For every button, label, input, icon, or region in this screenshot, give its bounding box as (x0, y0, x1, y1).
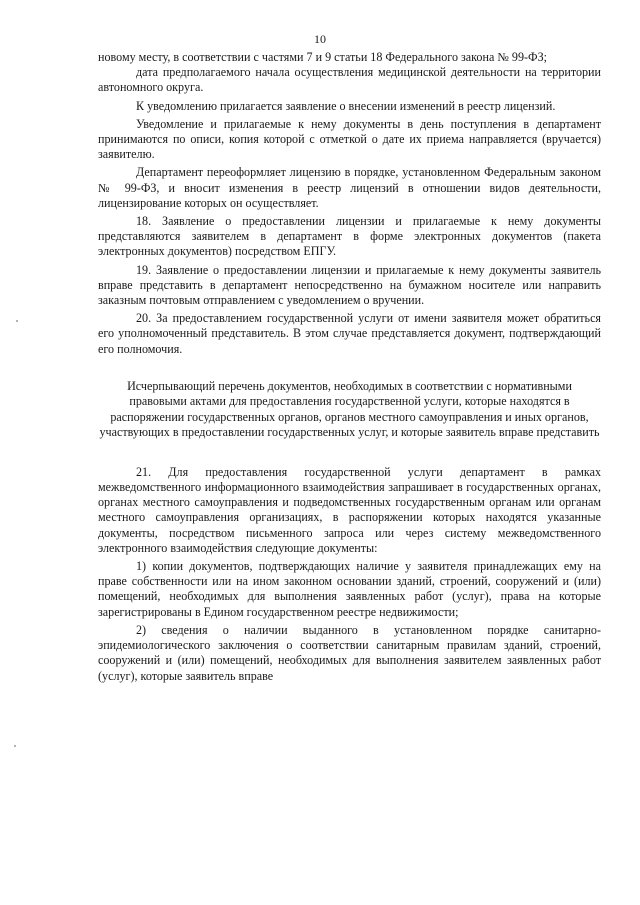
paragraph: 21. Для предоставления государственной услуги департамент в рамках межведомственного информационного взаимодействия запрашивает в государственных органах, органах местного самоуправления и подведомственных государственным органам или органам местного самоуправления организациях, в распоряжении которых находятся указанные документы, посредством письменного запроса или через систему межведомственного электронного взаимодействия следующие документы: (98, 464, 601, 555)
paragraph: новому месту, в соответствии с частями 7 и 9 статьи 18 Федерального закона № 99-ФЗ; (98, 50, 548, 64)
page-number: 10 (314, 32, 326, 46)
paragraph: Департамент переоформляет лицензию в порядке, установленном Федеральным законом № 99-ФЗ, и вносит изменения в реестр лицензий в отношении видов деятельности, лицензирование которых он осуществляет. (98, 165, 601, 210)
paragraph: К уведомлению прилагается заявление о внесении изменений в реестр лицензий. (136, 98, 556, 113)
paragraph: Уведомление и прилагаемые к нему документы в день поступления в департамент принимаются по описи, копия которой с отметкой о дате их приема направляется (вручается) заявителю. (98, 116, 601, 162)
list-item: 2) сведения о наличии выданного в установленном порядке санитарно-эпидемиологического заключения о соответствии санитарным правилам зданий, строений, сооружений и (или) помещений, необходимых для выполнения заявителем заявленных работ (услуг), которые заявитель вправе (98, 622, 601, 683)
section-heading: Исчерпывающий перечень документов, необходимых в соответствии с нормативными правовыми актами для предоставления государственной услуги, которые находятся в распоряжении государственных органов, органов местного самоуправления и иных органов, участвующих в предоставлении государственных услуг, и которые заявитель вправе представить (99, 378, 600, 440)
paragraph: 18. Заявление о предоставлении лицензии и прилагаемые к нему документы представляются заявителем в департамент в форме электронных документов (пакета электронных документов) посредством ЕПГУ. (98, 214, 601, 259)
paragraph: дата предполагаемого начала осуществления медицинской деятельности на территории автономного округа. (98, 65, 601, 95)
document-body (98, 50, 601, 684)
scan-artifact (14, 745, 16, 747)
paragraph: 19. Заявление о предоставлении лицензии и прилагаемые к нему документы заявитель вправе представить в департамент непосредственно на бумажном носителе или направить заказным почтовым отправлением с уведомлением о вручении. (98, 262, 601, 308)
list-item: 1) копии документов, подтверждающих наличие у заявителя принадлежащих ему на праве собственности или на ином законном основании зданий, строений, сооружений и (или) помещений, необходимых для выполнения заявленных работ (услуг), права на которые зарегистрированы в Едином государственном реестре недвижимости; (98, 559, 601, 619)
paragraph: 20. За предоставлением государственной услуги от имени заявителя может обратиться его уполномоченный представитель. В этом случае представляется документ, подтверждающий его полномочия. (98, 311, 601, 356)
scan-artifact (16, 320, 18, 322)
